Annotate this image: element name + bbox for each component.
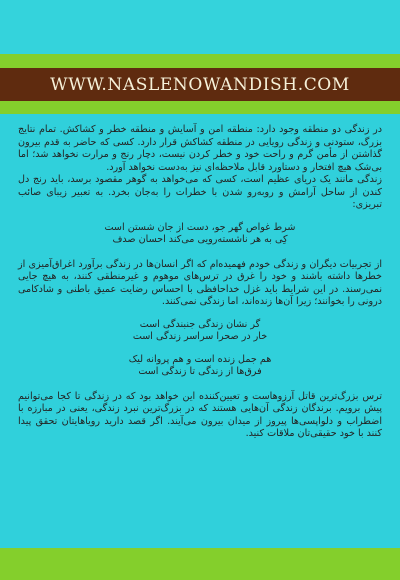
poem-line: شرط غواص گهر جو، دست از جان شستن است (104, 221, 296, 233)
top-band (0, 0, 400, 54)
poem-saeb (18, 222, 382, 247)
poem-line: خار در صحرا سراسر زندگی است (132, 331, 268, 342)
poem-line: فرق‌ها از زندگی تا زندگی است (138, 366, 262, 377)
poem-line: گر نشان زندگی جنبندگی است (139, 318, 261, 330)
paragraph-1: در زندگی دو منطقه وجود دارد: منطقه امن و آسایش و منطقه خطر و کشاکش. تمام نتایج بزرگ، ستودنی و زندگی رویایی در منطقه کشاکش قرار دارد. کسی که حاضر به قدم بیرون گذاشتن از مأمن گرم و راحت خود و خطر کردن نیست، دچار رنج و مرارت نخواهد شد؛ اما بی‌شک هیچ افتخار و دستاورد قابل ملاحظه‌ای نیز به‌دست نخواهد آورد. (18, 124, 382, 173)
poem-line: هم جمل زنده است و هم پروانه لیک (128, 353, 272, 365)
paragraph-4: ترس بزرگ‌ترین قاتل آرزوهاست و تعیین‌کننده این خواهد بود که در زندگی تا کجا می‌توانیم پیش برویم. برندگان زندگی آن‌هایی هستند که در بزرگ‌ترین نبرد زندگی، یعنی در مبارزه با اضطراب و دلواپسی‌ها پیروز از میدان بیرون می‌آیند. اگر قصد دارید رویاهایتان تحقق پیدا کنند با خود حقیقی‌تان ملاقات کنید. (18, 390, 382, 439)
footer-green-band (0, 548, 400, 580)
url-banner (0, 68, 400, 101)
article-text (18, 124, 382, 544)
paragraph-2: زندگی مانند یک دریای عظیم است، کسی که می‌خواهد به گوهر مقصود برسد، باید رنج دل کندن از ساحل آرامش و روبه‌رو شدن با خطرات را به‌جان بخرد. به تعبیر زیبای صائب تبریزی: (18, 174, 382, 210)
paragraph-3: از تجربیات دیگران و زندگی خودم فهمیده‌ام که اگر انسان‌ها در زندگی برآورد اغراق‌آمیزی از خطرها داشته باشند و خود را غرق در ترس‌های موهوم و غیرمنطقی کنند، به هیچ جایی نمی‌رسند. در این شرایط باید غزل خداحافظی با احساس رضایت عمیق باطنی و شادکامی درونی را بخوانند؛ زیرا آن‌ها زنده‌اند، اما زندگی نمی‌کنند. (18, 258, 382, 307)
poem-life-1 (18, 319, 382, 344)
poem-line: کِی به هر ناشسته‌رویی می‌کند احسان صدف (112, 234, 288, 245)
website-url[interactable]: WWW.NASLENOWANDISH.COM (50, 74, 350, 95)
poem-life-2 (18, 354, 382, 379)
content-area (0, 114, 400, 548)
